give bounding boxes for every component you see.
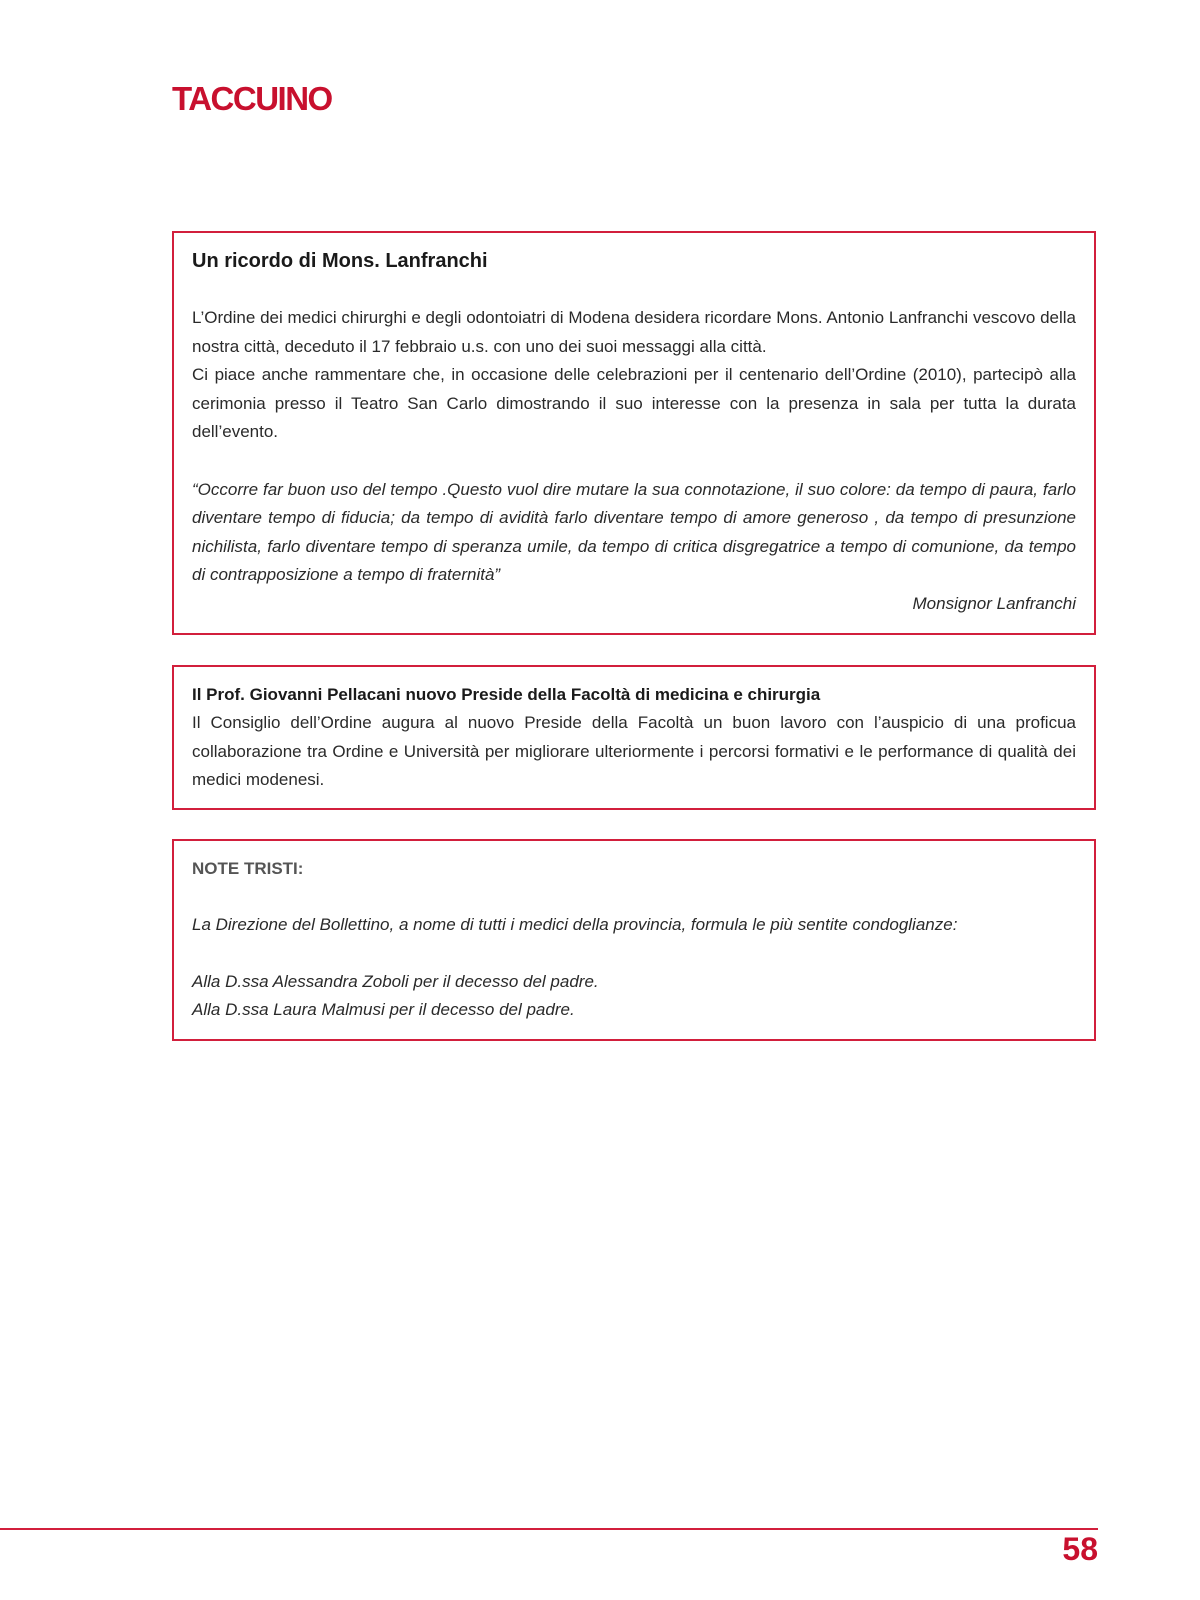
condolences-heading: NOTE TRISTI: — [192, 859, 304, 878]
lanfranchi-memorial-box — [172, 231, 1096, 635]
condolences-box — [172, 839, 1096, 1041]
footer-divider — [0, 1528, 1098, 1530]
lanfranchi-heading: Un ricordo di Mons. Lanfranchi — [192, 250, 488, 272]
pellacani-announcement-box — [172, 665, 1096, 810]
page-number: 58 — [1062, 1531, 1098, 1567]
lanfranchi-paragraph-2: Ci piace anche rammentare che, in occasione delle celebrazioni per il centenario dell’Ordine (2010), partecipò alla cerimonia presso il Teatro San Carlo dimostrando il suo interesse con la presenza in sala per tutta la durata dell’evento. — [192, 365, 1076, 441]
quote-signature: Monsignor Lanfranchi — [912, 593, 1076, 613]
pellacani-heading: Il Prof. Giovanni Pellacani nuovo Preside della Facoltà di medicina e chirurgia — [192, 685, 821, 704]
lanfranchi-quote: “Occorre far buon uso del tempo .Questo vuol dire mutare la sua connotazione, il suo colore: da tempo di paura, farlo diventare tempo di fiducia; da tempo di avidità farlo diventare tempo di amore generoso , da tempo di presunzione nichilista, farlo diventare tempo di speranza umile, da tempo di critica disgregatrice a tempo di comunione, da tempo di contrapposizione a tempo di fraternità” — [192, 479, 1076, 584]
section-title: TACCUINO — [172, 80, 332, 117]
condolence-item: Alla D.ssa Laura Malmusi per il decesso del padre. — [192, 1000, 575, 1019]
lanfranchi-paragraph-1: L’Ordine dei medici chirurghi e degli odontoiatri di Modena desidera ricordare Mons. Antonio Lanfranchi vescovo della nostra città, deceduto il 17 febbraio u.s. con uno dei suoi messaggi alla città. — [192, 308, 1076, 356]
pellacani-text: Il Consiglio dell’Ordine augura al nuovo Preside della Facoltà un buon lavoro con l’auspicio di una proficua collaborazione tra Ordine e Università per migliorare ulteriormente i percorsi formativi e le performance di qualità dei medici modenesi. — [192, 713, 1076, 789]
condolences-intro: La Direzione del Bollettino, a nome di tutti i medici della provincia, formula le più sentite condoglianze: — [192, 915, 958, 934]
condolence-item: Alla D.ssa Alessandra Zoboli per il decesso del padre. — [192, 971, 599, 991]
